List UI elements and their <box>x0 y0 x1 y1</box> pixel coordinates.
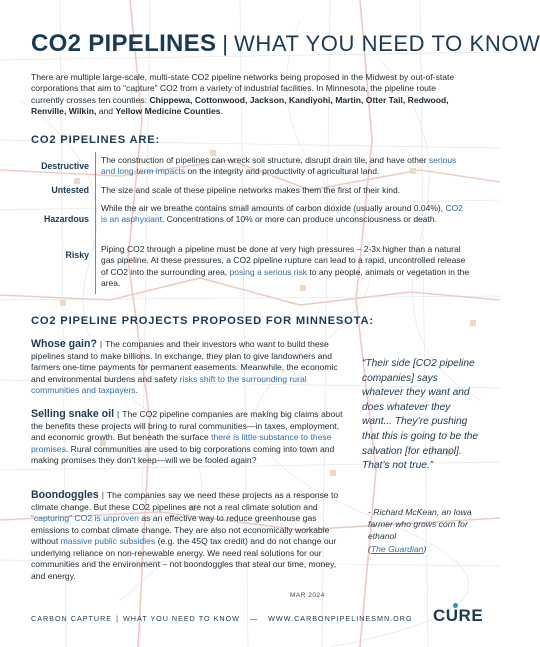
project-heading: Boondoggles <box>31 489 99 501</box>
quote-attribution <box>368 506 480 555</box>
project-separator: | <box>99 339 103 349</box>
project-text-a: The companies and their investors who want to build these pipelines stand to make billions. In exchange, they plan to give landowners and farmers one-time payments for permanent easements. Meanwhile, the economic and environmental burdens and safety <box>31 339 338 384</box>
project-heading: Whose gain? <box>31 338 97 350</box>
row-text <box>101 155 471 178</box>
row-label: Destructive <box>41 161 89 171</box>
project-heading: Selling snake oil <box>31 408 115 420</box>
project-separator: | <box>101 490 104 500</box>
quote-author: - Richard McKean, an Iowa farmer who grows corn for ethanol <box>368 507 472 542</box>
page-title <box>31 30 540 58</box>
link-the-guardian[interactable]: The Guardian <box>370 543 424 554</box>
intro-text-and: and <box>96 106 116 117</box>
divider-line <box>95 152 96 294</box>
link-serious-impacts[interactable]: serious and long-term impacts <box>101 155 457 177</box>
intro-last-county: Yellow Medicine Counties <box>115 106 221 117</box>
project-whose-gain <box>31 339 349 397</box>
intro-text: There are multiple large-scale, multi-state CO2 pipeline networks being proposed in the Midwest by out-of-state corporations that aim to “capture” CO2 from a variety of industrial facilities. In Minnesota, the pipeline route currently crosses ten counties: <box>31 72 455 105</box>
footer-separator: | <box>116 614 119 623</box>
footer-url-link[interactable]: WWW.CARBONPIPELINESMN.ORG <box>268 614 413 623</box>
intro-paragraph <box>31 72 471 118</box>
row-text: The size and scale of these pipeline networks makes them the first of their kind. <box>101 185 401 195</box>
project-separator: | <box>117 409 120 419</box>
row-text-b: to any people, animals or vegetation in the area. <box>101 266 470 288</box>
title-main: CO2 PIPELINES <box>31 30 217 57</box>
project-text-b: . Rural communities are used to big corporations coming into town and making promises they don’t keep—will we be fooled again? <box>31 443 335 465</box>
row-text <box>101 244 471 289</box>
project-text-b: . <box>135 385 138 395</box>
row-label: Untested <box>51 185 89 195</box>
section-heading-pipelines-are: CO2 PIPELINES ARE: <box>31 134 160 146</box>
project-text-a: The CO2 pipeline companies are making big claims about the benefits these projects will bring to rural communities—in taxes, employment, and economic growth. But beneath the surface <box>31 409 343 442</box>
footer-left: CARBON CAPTURE <box>31 614 113 623</box>
section-heading-projects: CO2 PIPELINE PROJECTS PROPOSED FOR MINNESOTA: <box>31 315 374 327</box>
intro-period: . <box>220 106 223 117</box>
footer-dash: — <box>249 614 259 623</box>
pull-quote: “Their side [CO2 pipeline companies] says whatever they want and does whatever they want... They’re pushing that this is going to be the salvation [for ethanol]. That’s not true.” <box>362 358 479 472</box>
title-separator: | <box>222 31 229 56</box>
project-text-a: The companies say we need these projects as a response to climate change. But these CO2 pipelines are not a real climate solution and <box>31 490 339 512</box>
project-snake-oil <box>31 409 349 467</box>
cure-logo: CURE <box>433 606 484 625</box>
footer-mid: WHAT YOU NEED TO KNOW <box>122 614 240 623</box>
link-co2-asphyxiant[interactable]: CO2 is an asphyxiant <box>101 203 463 225</box>
link-serious-risk[interactable]: posing a serious risk <box>229 266 308 277</box>
publication-date: MAR 2024 <box>290 592 325 599</box>
row-text-a: While the air we breathe contains small amounts of carbon dioxide (usually around 0.04%), <box>101 203 446 213</box>
row-text-a: The construction of pipelines can wreck soil structure, disrupt drain tile, and have other <box>101 155 429 165</box>
quote-paren-open: ( <box>368 543 371 554</box>
row-text-b: . Concentrations of 10% or more can produce unconsciousness or death. <box>161 214 437 225</box>
footer <box>31 614 413 623</box>
row-label: Risky <box>65 250 89 260</box>
row-text-b: on the integrity and productivity of agricultural land. <box>185 166 380 177</box>
row-text <box>101 203 471 226</box>
intro-counties: Chippewa, Cottonwood, Jackson, Kandiyohi, Martin, Otter Tail, Redwood, Renville, Wilkin, <box>31 94 449 117</box>
project-text-b: as an effective way to reduce greenhouse gas emissions to combat climate change. They are also not economically workable without <box>31 513 330 546</box>
link-little-substance[interactable]: there is little substance to these promises <box>31 432 332 454</box>
link-capturing-unproven[interactable]: “capturing” CO2 is unproven <box>31 513 139 523</box>
title-subtitle: WHAT YOU NEED TO KNOW <box>234 31 540 56</box>
row-label: Hazardous <box>44 214 89 224</box>
project-text-c: (e.g. the 45Q tax credit) and do not change our underlying reliance on non-renewable energy. We need real solutions for our communities and the environment – not boondoggles that steal our time, money, and energy. <box>31 536 337 581</box>
link-public-subsidies[interactable]: massive public subsidies <box>60 536 156 546</box>
project-boondoggles <box>31 490 349 582</box>
quote-paren-close: ) <box>423 543 427 554</box>
link-risks-shift[interactable]: risks shift to the surrounding rural communities and taxpayers <box>31 373 307 395</box>
row-text-a: Piping CO2 through a pipeline must be done at very high pressures – 2-3x higher than a natural gas pipeline. At these pressures, a CO2 pipeline rupture can lead to a rapid, uncontrolled release of CO2 into the surrounding area, <box>101 244 466 277</box>
